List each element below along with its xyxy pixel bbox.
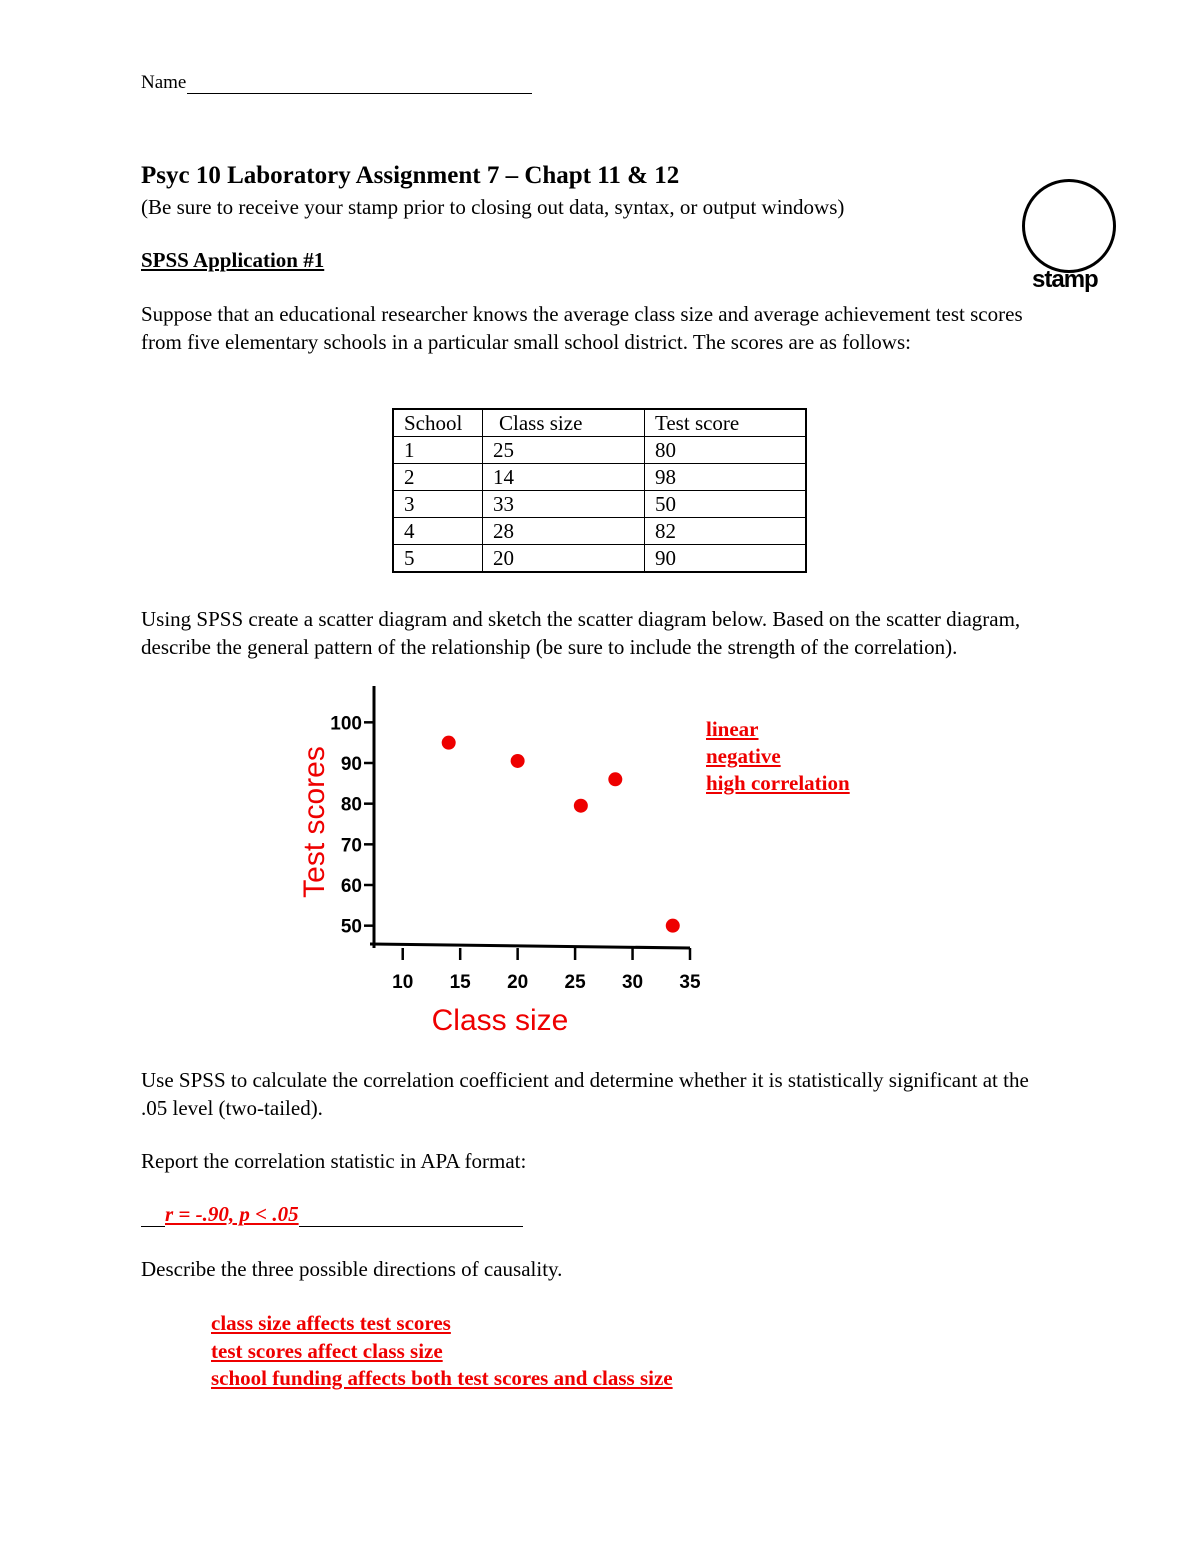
apa-answer: r = -.90, p < .05 xyxy=(165,1202,299,1226)
x-tick-label: 20 xyxy=(507,972,529,993)
correlation-prompt: Use SPSS to calculate the correlation coefficient and determine whether it is statistically significant at the .05 level (two-tailed). xyxy=(141,1068,1029,1120)
intro-paragraph: Suppose that an educational researcher knows the average class size and average achievement test scores from five elementary schools in a particular small school district. The scores are as follows: xyxy=(141,302,1023,354)
data-point xyxy=(574,799,588,813)
x-tick-label: 35 xyxy=(679,972,701,993)
name-field-row xyxy=(141,72,532,94)
stamp-circle xyxy=(1022,179,1116,273)
scatter-chart xyxy=(290,680,710,1040)
causality-answer: class size affects test scores xyxy=(211,1311,451,1335)
table-cell: 1 xyxy=(393,437,483,464)
x-tick-label: 10 xyxy=(392,972,414,993)
annotation-negative: negative xyxy=(706,744,781,768)
x-axis-line xyxy=(370,944,690,948)
y-tick-label: 50 xyxy=(340,916,362,938)
scatter-prompt: Using SPSS create a scatter diagram and sketch the scatter diagram below. Based on the scatter diagram, describe the general pattern of the relationship (be sure to include the strength of the correlation). xyxy=(141,607,1021,659)
table-cell: 4 xyxy=(393,518,483,545)
table-cell: 98 xyxy=(645,464,807,491)
causality-answer: school funding affects both test scores and class size xyxy=(211,1366,673,1390)
page-subtitle: (Be sure to receive your stamp prior to closing out data, syntax, or output windows) xyxy=(141,195,845,219)
table-cell: 3 xyxy=(393,491,483,518)
table-cell: 50 xyxy=(645,491,807,518)
table-cell: 80 xyxy=(645,437,807,464)
table-header-cell: Test score xyxy=(645,409,807,437)
y-tick-label: 100 xyxy=(330,713,362,735)
y-tick-label: 90 xyxy=(340,754,362,775)
table-header-cell: Class size xyxy=(483,409,645,437)
causality-answers xyxy=(211,1310,673,1393)
table-row xyxy=(393,518,806,545)
table-cell: 33 xyxy=(483,491,645,518)
x-tick-label: 15 xyxy=(449,972,471,993)
table-cell: 5 xyxy=(393,545,483,573)
data-point xyxy=(511,754,525,768)
causality-prompt: Describe the three possible directions of causality. xyxy=(141,1257,563,1281)
table-header-cell: School xyxy=(393,409,483,437)
table-row xyxy=(393,491,806,518)
data-point xyxy=(608,772,622,786)
x-tick-label: 30 xyxy=(621,972,644,993)
name-blank-line xyxy=(187,75,532,94)
table-cell: 2 xyxy=(393,464,483,491)
data-point xyxy=(666,919,680,933)
data-table xyxy=(392,408,807,573)
apa-blank-right xyxy=(299,1202,523,1227)
x-tick-label: 25 xyxy=(564,972,586,993)
y-axis-title: Test scores xyxy=(298,746,331,898)
annotation-linear: linear xyxy=(706,717,759,741)
apa-answer-row xyxy=(141,1202,523,1227)
table-cell: 20 xyxy=(483,545,645,573)
x-axis-title: Class size xyxy=(431,1004,569,1037)
y-tick-label: 80 xyxy=(340,794,362,816)
table-cell: 28 xyxy=(483,518,645,545)
section-heading: SPSS Application #1 xyxy=(141,248,325,272)
table-row xyxy=(393,545,806,573)
apa-blank-left xyxy=(141,1202,165,1227)
table-row xyxy=(393,437,806,464)
causality-answer: test scores affect class size xyxy=(211,1338,443,1363)
stamp-label: stamp xyxy=(1032,266,1098,293)
table-cell: 25 xyxy=(483,437,645,464)
page-title: Psyc 10 Laboratory Assignment 7 – Chapt 11 & 12 xyxy=(141,162,680,189)
table-row xyxy=(393,464,806,491)
table-cell: 14 xyxy=(483,464,645,491)
table-header-row xyxy=(393,409,806,437)
y-tick-label: 60 xyxy=(340,876,362,897)
name-label: Name xyxy=(141,72,187,93)
report-prompt: Report the correlation statistic in APA format: xyxy=(141,1149,527,1173)
data-point xyxy=(442,736,456,750)
table-cell: 90 xyxy=(645,545,807,573)
table-cell: 82 xyxy=(645,518,807,545)
y-tick-label: 70 xyxy=(340,835,362,857)
pattern-annotations xyxy=(706,716,850,797)
annotation-strength: high correlation xyxy=(706,771,850,795)
